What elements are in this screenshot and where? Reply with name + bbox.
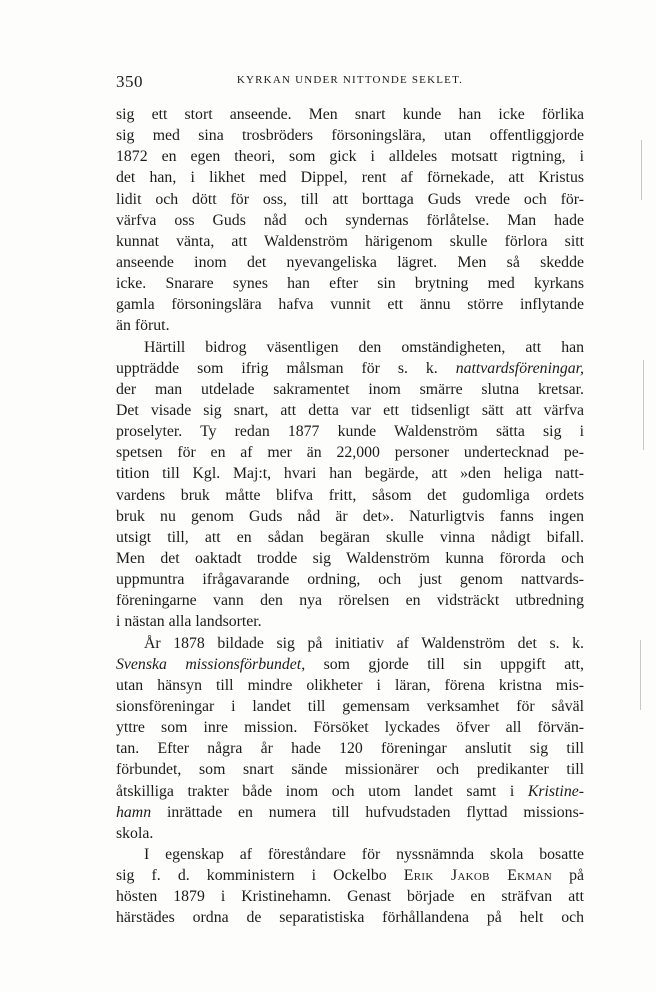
text-line: spetsen för en af mer än 22,000 personer undertecknad pe- bbox=[116, 444, 584, 462]
text-line: föreningarne vann den nya rörelsen en vidsträckt utbredning bbox=[116, 592, 584, 610]
text-run: uppträdde som ifrig målsman för s. k. bbox=[116, 359, 456, 377]
text-line: skola. bbox=[116, 824, 154, 842]
text-line: bruk nu genom Guds nåd är det». Naturligtvis fanns ingen bbox=[116, 507, 584, 525]
text-run: åtskilliga trakter både inom och utom landet samt i bbox=[116, 782, 528, 800]
text-line: förbundet, som snart sände missionärer och predikanter till bbox=[116, 761, 584, 779]
paragraph-2 bbox=[116, 337, 584, 633]
text-line: Härtill bidrog väsentligen den omständigheten, att han bbox=[144, 338, 584, 356]
text-line: icke. Snarare synes han efter sin brytning med kyrkans bbox=[116, 275, 584, 293]
text-line: än förut. bbox=[116, 317, 170, 335]
text-line: sig med sina trosbröders försoningslära, utan offentliggjorde bbox=[116, 127, 584, 145]
text-line: uppmuntra ifrågavarande ordning, och just genom nattvards- bbox=[116, 571, 584, 589]
text-line: utsigt till, att en sådan begäran skulle vinna nådigt bifall. bbox=[116, 528, 584, 546]
text-line: tition till Kgl. Maj:t, hvari han begärde, att »den heliga natt- bbox=[116, 465, 584, 483]
text-line: sionsföreningar i landet till gemensam verksamhet för såväl bbox=[116, 697, 584, 715]
running-title: KYRKAN UNDER NITTONDE SEKLET. bbox=[236, 74, 464, 86]
scan-edge-mark bbox=[640, 640, 641, 710]
text-line: tan. Efter några år hade 120 föreningar anslutit sig till bbox=[116, 740, 584, 758]
scan-edge-mark bbox=[643, 360, 644, 450]
text-line: utan hänsyn till mindre olikheter i läran, förena kristna mis- bbox=[116, 676, 584, 694]
text-run: sig f. d. komministern i Ockelbo bbox=[116, 867, 404, 885]
text-line bbox=[116, 358, 584, 379]
paragraph-1 bbox=[116, 104, 584, 337]
text-line: vardens bruk måtte blifva fritt, såsom det gudomliga ordets bbox=[116, 486, 584, 504]
text-line: gamla försoningslära hafva vunnit ett ännu större inflytande bbox=[116, 296, 584, 314]
text-line: lidit och dött för oss, till att borttaga Guds vrede och för- bbox=[116, 190, 584, 208]
text-line: värfva oss Guds nåd och syndernas förlåtelse. Man hade bbox=[116, 211, 584, 229]
text-line bbox=[116, 654, 584, 675]
text-line: hösten 1879 i Kristinehamn. Genast började en sträfvan att bbox=[116, 888, 584, 906]
person-name: Erik Jakob Ekman bbox=[403, 867, 552, 885]
italic-term: nattvardsföreningar, bbox=[455, 359, 584, 377]
text-line: i nästan alla landsorter. bbox=[116, 613, 262, 631]
text-line bbox=[116, 781, 584, 802]
italic-term: Kristine- bbox=[527, 782, 584, 800]
text-line: det han, i likhet med Dippel, rent af förnekade, att Kristus bbox=[116, 169, 584, 187]
scan-edge-mark bbox=[641, 140, 642, 200]
italic-term: hamn bbox=[116, 803, 152, 821]
text-line: anseende inom det nyevangeliska lägret. Men så skedde bbox=[116, 253, 584, 271]
paragraph-3 bbox=[116, 633, 584, 844]
text-line: Men det oaktadt trodde sig Waldenström kunna förorda och bbox=[116, 549, 584, 567]
page-header bbox=[116, 72, 584, 94]
paragraph-4 bbox=[116, 844, 584, 929]
text-line bbox=[116, 865, 584, 886]
text-line: År 1878 bildade sig på initiativ af Waldenström det s. k. bbox=[144, 634, 584, 652]
text-line: yttre som inre mission. Försöket lyckades öfver all förvän- bbox=[116, 719, 584, 737]
text-line: sig ett stort anseende. Men snart kunde han icke förlika bbox=[116, 106, 584, 123]
italic-term: Svenska missionsförbundet, bbox=[116, 655, 306, 673]
text-line: der man utdelade sakramentet inom smärre slutna kretsar. bbox=[116, 380, 584, 398]
text-line: kunnat vänta, att Waldenström härigenom skulle förlora sitt bbox=[116, 232, 584, 250]
page-number: 350 bbox=[116, 72, 143, 91]
text-line: 1872 en egen theori, som gick i alldeles motsatt rigtning, i bbox=[116, 148, 584, 166]
text-run: som gjorde till sin uppgift att, bbox=[305, 655, 584, 673]
text-line: Det visade sig snart, att detta var ett tidsenligt sätt att värfva bbox=[116, 401, 584, 419]
text-line: I egenskap af föreståndare för nyssnämnda skola bosatte bbox=[144, 845, 584, 863]
text-line bbox=[116, 802, 584, 823]
text-run: inrättade en numera till hufvudstaden flyttad missions- bbox=[151, 803, 584, 821]
text-run: på bbox=[551, 867, 584, 885]
text-line: proselyter. Ty redan 1877 kunde Waldenström sätta sig i bbox=[116, 423, 584, 441]
body-text bbox=[116, 104, 584, 928]
text-line: härstädes ordna de separatistiska förhållandena på helt och bbox=[116, 909, 584, 927]
